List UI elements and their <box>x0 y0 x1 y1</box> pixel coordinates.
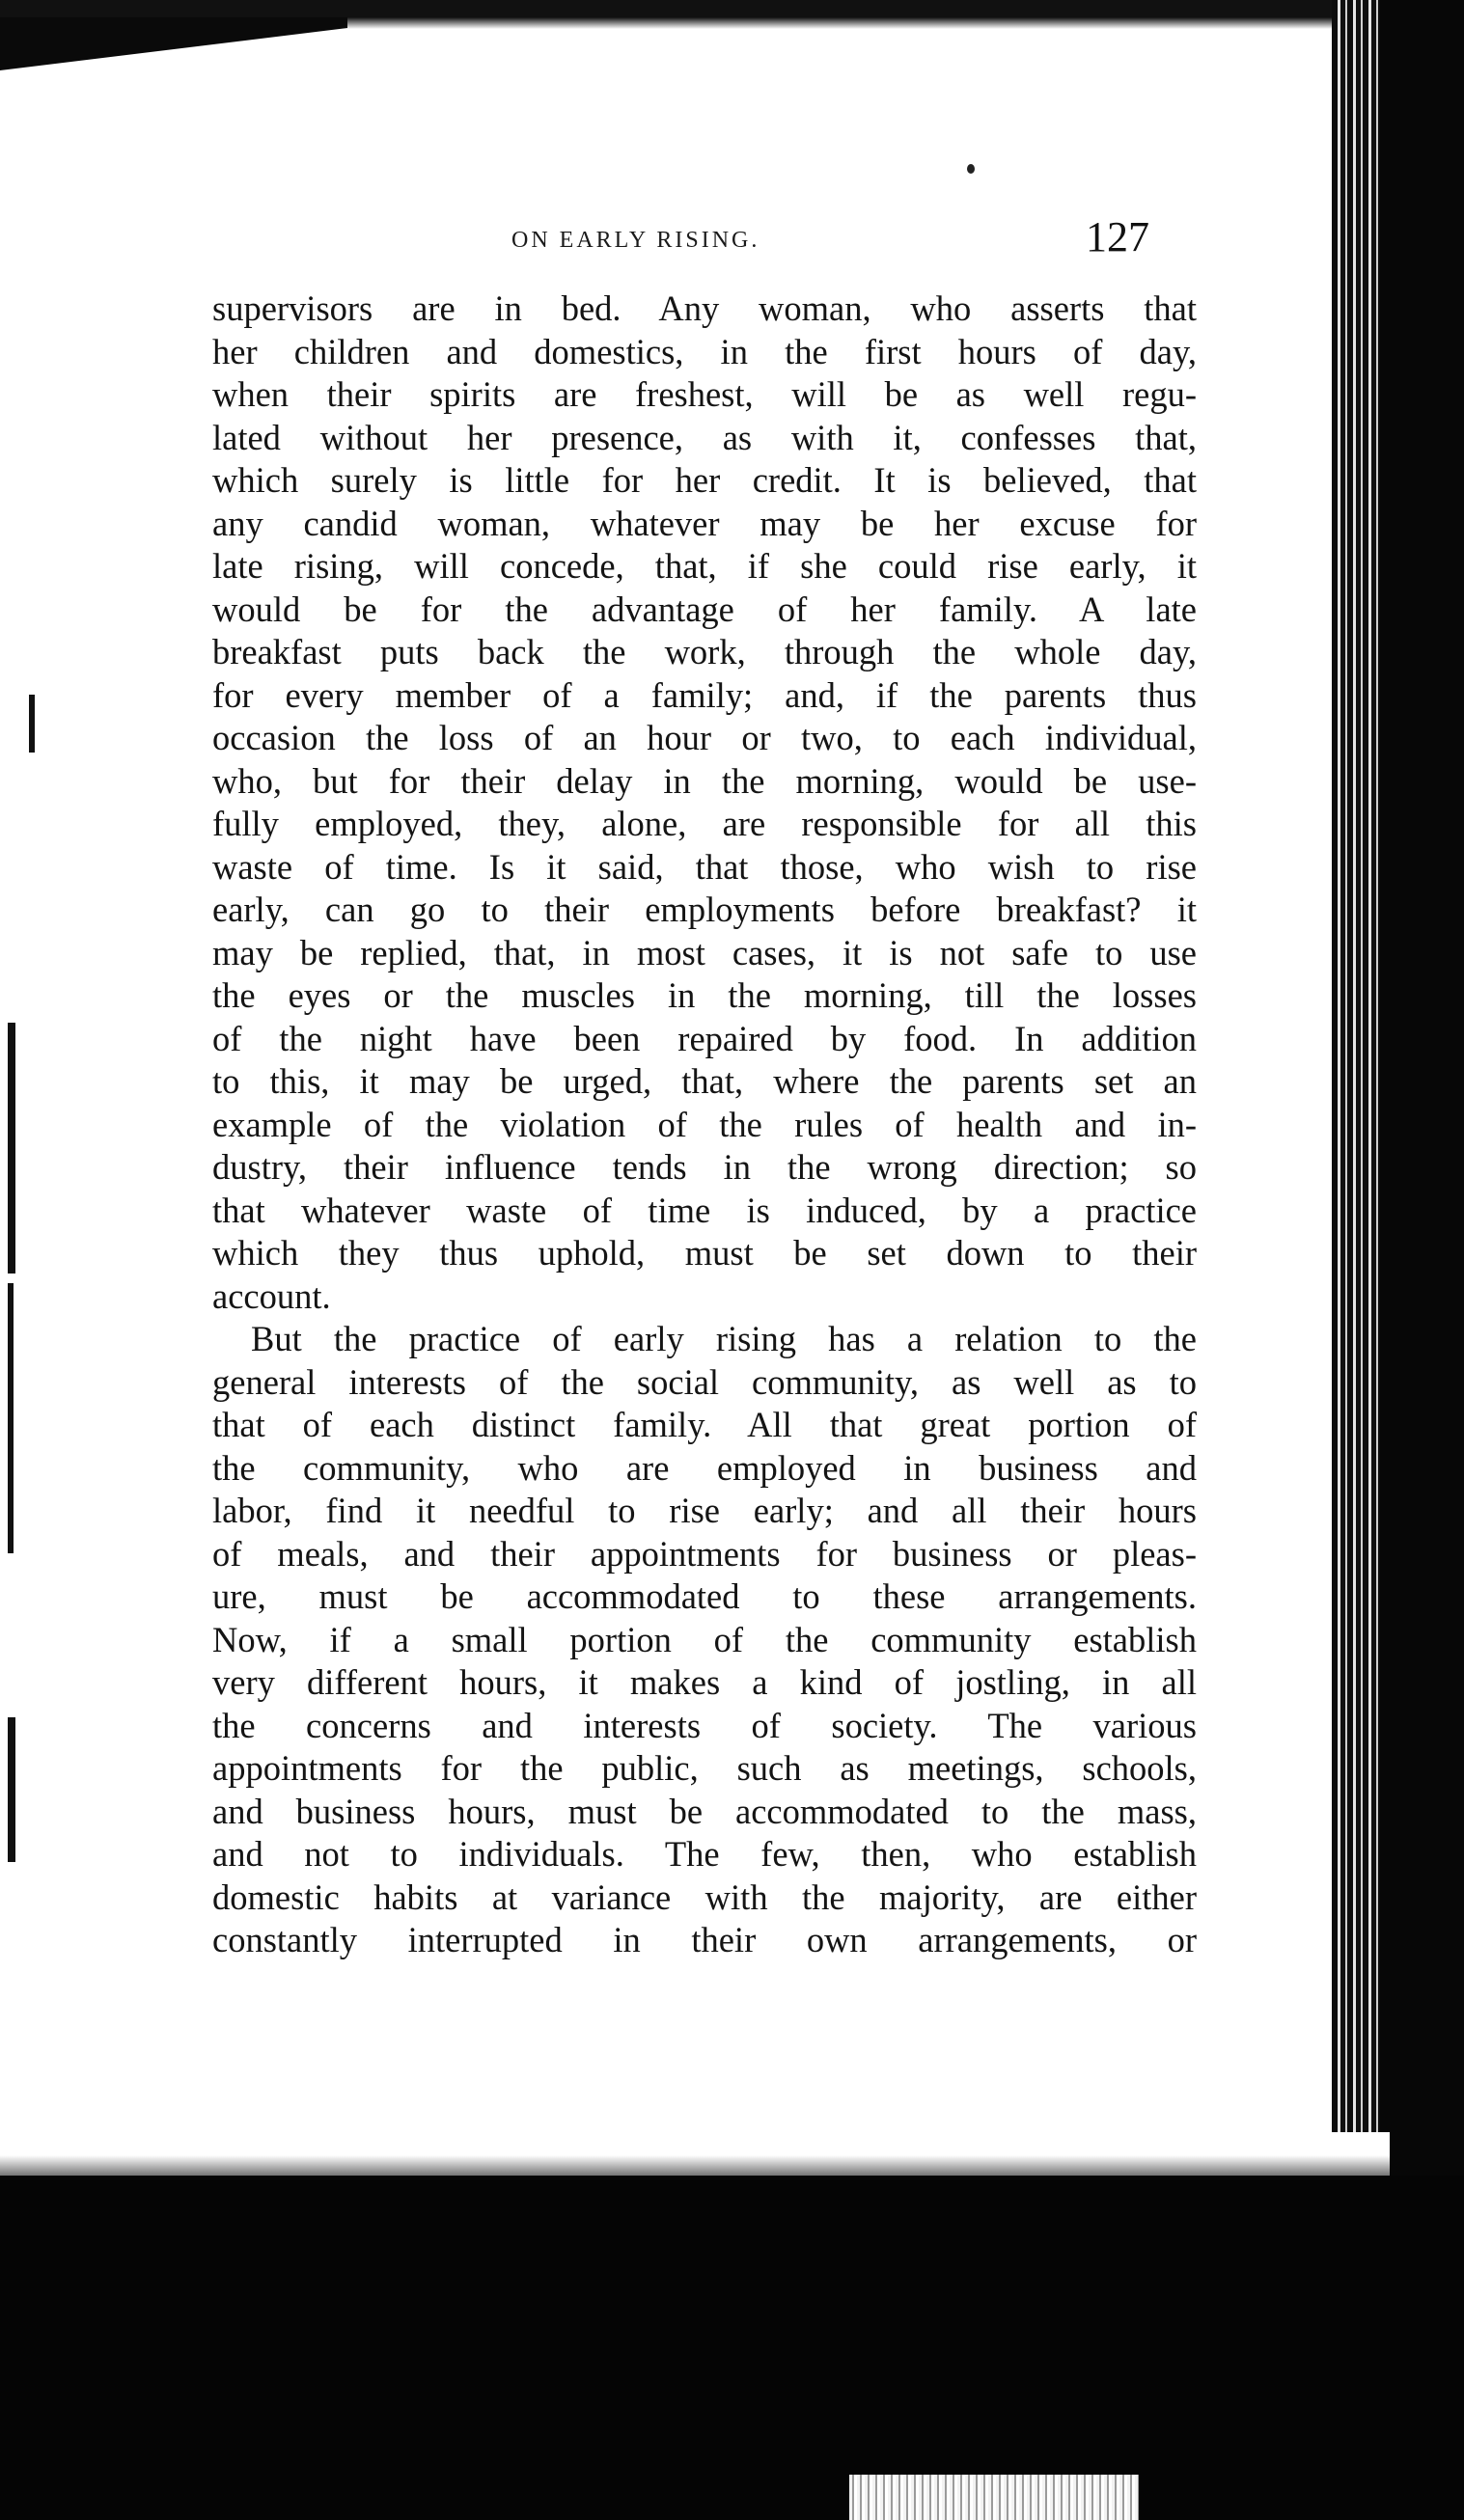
book-page <box>39 39 1332 2161</box>
scan-left-mark <box>8 1717 15 1862</box>
text-line: waste of time. Is it said, that those, who wish to rise <box>212 846 1197 887</box>
text-line: dustry, their influence tends in the wrong direction; so <box>212 1147 1197 1187</box>
scan-left-mark <box>8 1023 15 1274</box>
text-line: the eyes or the muscles in the morning, till the losses <box>212 975 1197 1015</box>
text-line: the community, who are employed in business and <box>212 1447 1197 1488</box>
text-line: which surely is little for her credit. It is believed, that <box>212 460 1197 500</box>
body-text <box>212 288 1197 1962</box>
text-line: labor, find it needful to rise early; and all their hours <box>212 1491 1197 1530</box>
text-line: that whatever waste of time is induced, by a practice <box>212 1190 1197 1230</box>
text-line: late rising, will concede, that, if she could rise early, it <box>212 546 1197 586</box>
text-line: fully employed, they, alone, are responsible for all this <box>212 804 1197 843</box>
text-line: and business hours, must be accommodated to the mass, <box>212 1791 1197 1831</box>
text-line: her children and domestics, in the first hours of day, <box>212 331 1197 371</box>
text-line: and not to individuals. The few, then, who establish <box>212 1834 1197 1874</box>
paragraph-start-line: But the practice of early rising has a relation to the <box>251 1319 1197 1358</box>
text-line: appointments for the public, such as meetings, schools, <box>212 1748 1197 1788</box>
scan-right-edge <box>1380 0 1464 2520</box>
text-line: which they thus uphold, must be set down to their <box>212 1233 1197 1273</box>
scan-bottom-edge <box>0 2176 1464 2520</box>
text-line: would be for the advantage of her family. A late <box>212 589 1197 629</box>
scan-bottom-tab <box>849 2475 1139 2520</box>
text-line: any candid woman, whatever may be her excuse for <box>212 503 1197 543</box>
running-title: ON EARLY RISING. <box>511 228 760 253</box>
scan-left-mark <box>29 695 35 753</box>
text-line: supervisors are in bed. Any woman, who asserts that <box>212 288 1197 328</box>
text-line: the concerns and interests of society. The various <box>212 1705 1197 1745</box>
text-line: occasion the loss of an hour or two, to each individual, <box>212 718 1197 757</box>
text-line: early, can go to their employments before breakfast? it <box>212 890 1197 929</box>
text-line: example of the violation of the rules of health and in- <box>212 1104 1197 1144</box>
text-line: constantly interrupted in their own arrangements, or <box>212 1920 1197 1959</box>
text-line: domestic habits at variance with the majority, are either <box>212 1876 1197 1917</box>
text-line: for every member of a family; and, if the parents thus <box>212 674 1197 715</box>
text-line: Now, if a small portion of the community establish <box>212 1619 1197 1659</box>
text-line: ure, must be accommodated to these arrangements. <box>212 1576 1197 1616</box>
text-line: who, but for their delay in the morning, would be use- <box>212 760 1197 801</box>
text-line: account. <box>212 1275 331 1316</box>
text-line: general interests of the social community, as well as to <box>212 1361 1197 1402</box>
ink-speck <box>967 164 975 174</box>
running-head <box>39 203 1177 260</box>
text-line: to this, it may be urged, that, where the parents set an <box>212 1061 1197 1101</box>
scan-left-mark <box>8 1283 14 1553</box>
page-number: 127 <box>1086 213 1149 260</box>
text-line: when their spirits are freshest, will be as well regu- <box>212 374 1197 414</box>
text-line: of meals, and their appointments for business or pleas- <box>212 1533 1197 1574</box>
text-line: may be replied, that, in most cases, it is not safe to use <box>212 932 1197 972</box>
text-line: that of each distinct family. All that great portion of <box>212 1405 1197 1444</box>
text-line: lated without her presence, as with it, confesses that, <box>212 417 1197 457</box>
text-line: breakfast puts back the work, through the whole day, <box>212 632 1197 671</box>
text-line: very different hours, it makes a kind of jostling, in all <box>212 1662 1197 1702</box>
text-line: of the night have been repaired by food. In addition <box>212 1018 1197 1058</box>
